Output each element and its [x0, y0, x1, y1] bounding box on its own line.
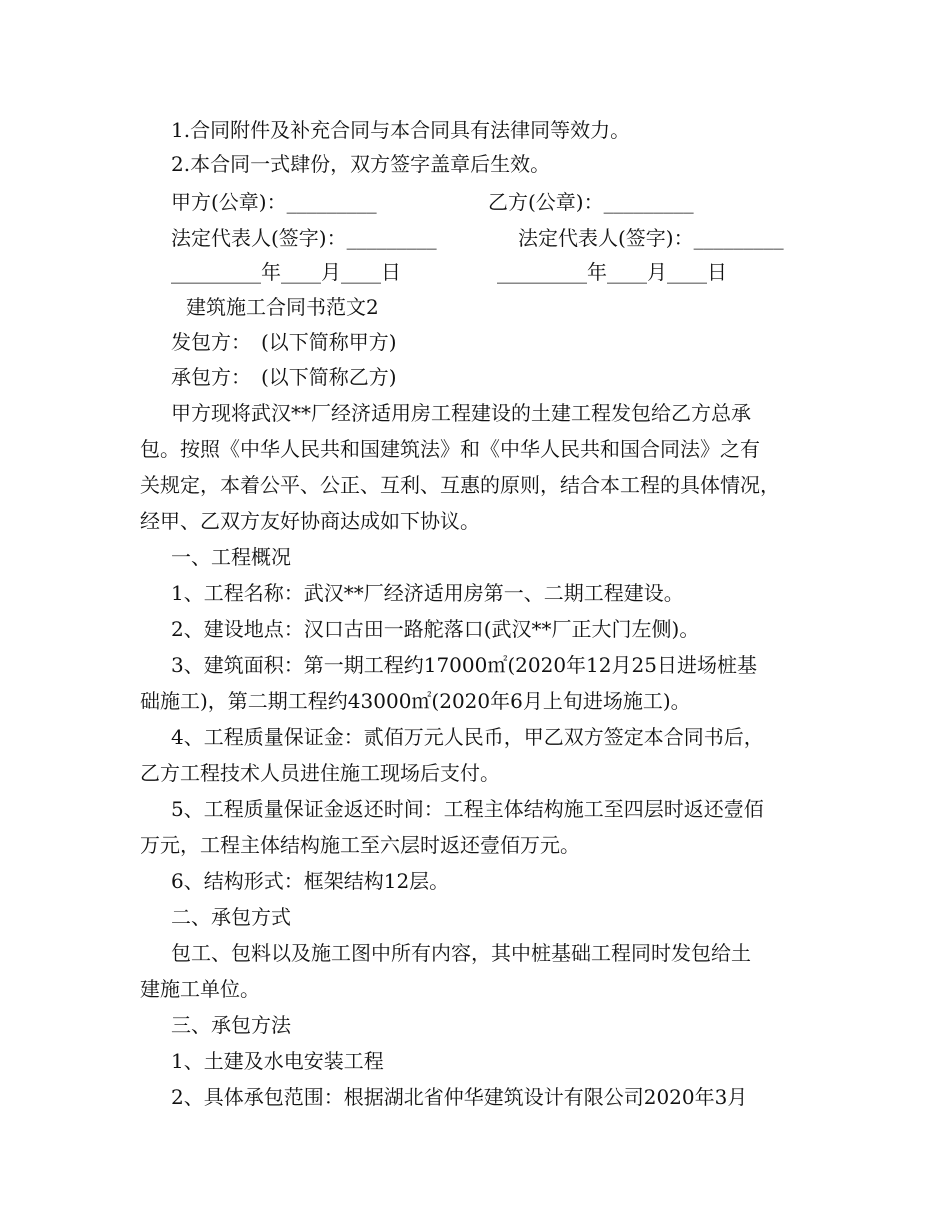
item-quality-deposit-line-2: 乙方工程技术人员进住施工现场后支付。: [140, 761, 500, 785]
party-a-seal-line: 甲方(公章)：_________: [171, 190, 377, 214]
clause-attachment-validity: 1.合同附件及补充合同与本合同具有法律同等效力。: [171, 118, 631, 142]
party-a-representative-line: 法定代表人(签字)：_________: [171, 226, 437, 250]
item-civil-and-installation: 1、土建及水电安装工程: [171, 1049, 384, 1073]
item-structure-form: 6、结构形式：框架结构12层。: [171, 869, 450, 893]
item-building-area-line-1: 3、建筑面积：第一期工程约17000㎡(2020年12月25日进场桩基: [171, 653, 757, 677]
item-deposit-return-line-1: 5、工程质量保证金返还时间：工程主体结构施工至四层时返还壹佰: [171, 797, 764, 821]
party-b-date-line: _________年____月____日: [497, 260, 727, 284]
paragraph-contract-mode-line-1: 包工、包料以及施工图中所有内容，其中桩基础工程同时发包给土: [171, 941, 751, 965]
clause-copies-effective: 2.本合同一式肆份，双方签字盖章后生效。: [171, 152, 551, 176]
party-a-date-line: _________年____月____日: [171, 260, 401, 284]
contractor-line: 承包方： (以下简称乙方): [171, 365, 397, 389]
heading-project-overview: 一、工程概况: [171, 545, 291, 569]
paragraph-contract-mode-line-2: 建施工单位。: [140, 977, 260, 1001]
item-scope-line-1: 2、具体承包范围：根据湖北省仲华建筑设计有限公司2020年3月: [171, 1085, 748, 1109]
party-b-representative-line: 法定代表人(签字)：_________: [518, 226, 784, 250]
item-quality-deposit-line-1: 4、工程质量保证金：贰佰万元人民币，甲乙双方签定本合同书后，: [171, 725, 764, 749]
party-b-seal-line: 乙方(公章)：_________: [488, 190, 694, 214]
item-project-location: 2、建设地点：汉口古田一路舵落口(武汉**厂正大门左侧)。: [171, 617, 700, 641]
item-deposit-return-line-2: 万元，工程主体结构施工至六层时返还壹佰万元。: [140, 833, 580, 857]
heading-contract-mode: 二、承包方式: [171, 905, 291, 929]
heading-contract-method: 三、承包方法: [171, 1013, 291, 1037]
item-building-area-line-2: 础施工)，第二期工程约43000㎡(2020年6月上旬进场施工)。: [140, 689, 691, 713]
employer-line: 发包方： (以下简称甲方): [171, 330, 397, 354]
paragraph-intro-line-2: 包。按照《中华人民共和国建筑法》和《中华人民共和国合同法》之有: [140, 437, 760, 461]
paragraph-intro-line-4: 经甲、乙双方友好协商达成如下协议。: [140, 509, 480, 533]
section-title: 建筑施工合同书范文2: [186, 295, 379, 319]
item-project-name: 1、工程名称：武汉**厂经济适用房第一、二期工程建设。: [171, 581, 684, 605]
paragraph-intro-line-1: 甲方现将武汉**厂经济适用房工程建设的土建工程发包给乙方总承: [171, 401, 751, 425]
paragraph-intro-line-3: 关规定，本着公平、公正、互利、互惠的原则，结合本工程的具体情况，: [140, 473, 780, 497]
